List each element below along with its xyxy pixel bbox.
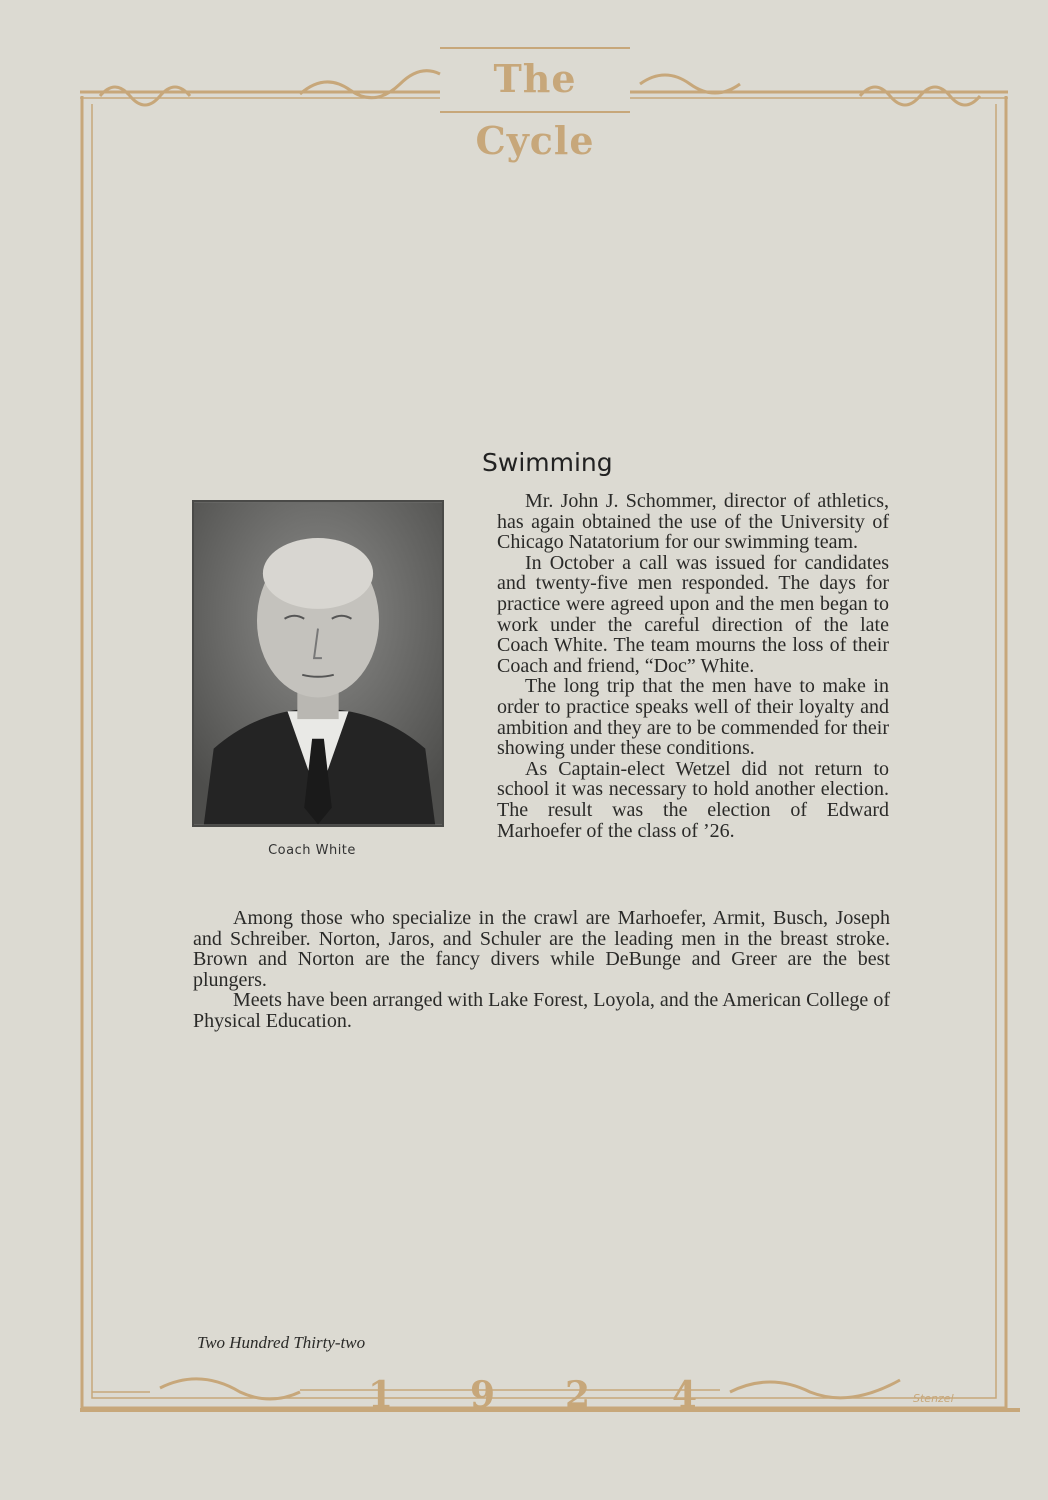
paragraph: As Captain-elect Wetzel did not return to school it was necessary to hold another election. The result was the election of Edward Marhoefer of the class of ’26.: [497, 757, 889, 842]
paragraph: In October a call was issued for candidates and twenty-five men responded. The days for practice were agreed upon and the men began to work under the careful direction of the late Coach White. The team mourns the loss of their Coach and friend, “Doc” White.: [497, 551, 889, 677]
photo-caption: Coach White: [268, 843, 356, 858]
year-digit: 9: [470, 1374, 496, 1416]
artist-signature: Stenzel: [913, 1392, 954, 1405]
year-digit: 2: [565, 1374, 591, 1416]
article-column-text: [497, 491, 889, 841]
coach-photo: [192, 500, 444, 827]
paragraph: Meets have been arranged with Lake Forest, Loyola, and the American College of Physical Education.: [193, 989, 890, 1032]
masthead-logo: The Cycle: [475, 56, 595, 163]
paragraph: The long trip that the men have to make in order to practice speaks well of their loyalty and ambition and they are to be commended for their showing under these conditions.: [497, 675, 889, 760]
article-title: Swimming: [482, 448, 613, 477]
paragraph: Among those who specialize in the crawl are Marhoefer, Armit, Busch, Joseph and Schreiber. Norton, Jaros, and Schuler are the leading men in the breast stroke. Brown and Norton are the fancy divers while DeBunge and Greer are the best plungers.: [193, 907, 890, 991]
portrait-image: [194, 502, 442, 825]
page-number: Two Hundred Thirty-two: [197, 1333, 366, 1352]
article-full-width-text: [193, 908, 890, 1032]
year-digit: 4: [672, 1374, 698, 1416]
year-digit: 1: [368, 1374, 394, 1416]
paragraph: Mr. John J. Schommer, director of athletics, has again obtained the use of the University of Chicago Natatorium for our swimming team.: [497, 490, 889, 554]
